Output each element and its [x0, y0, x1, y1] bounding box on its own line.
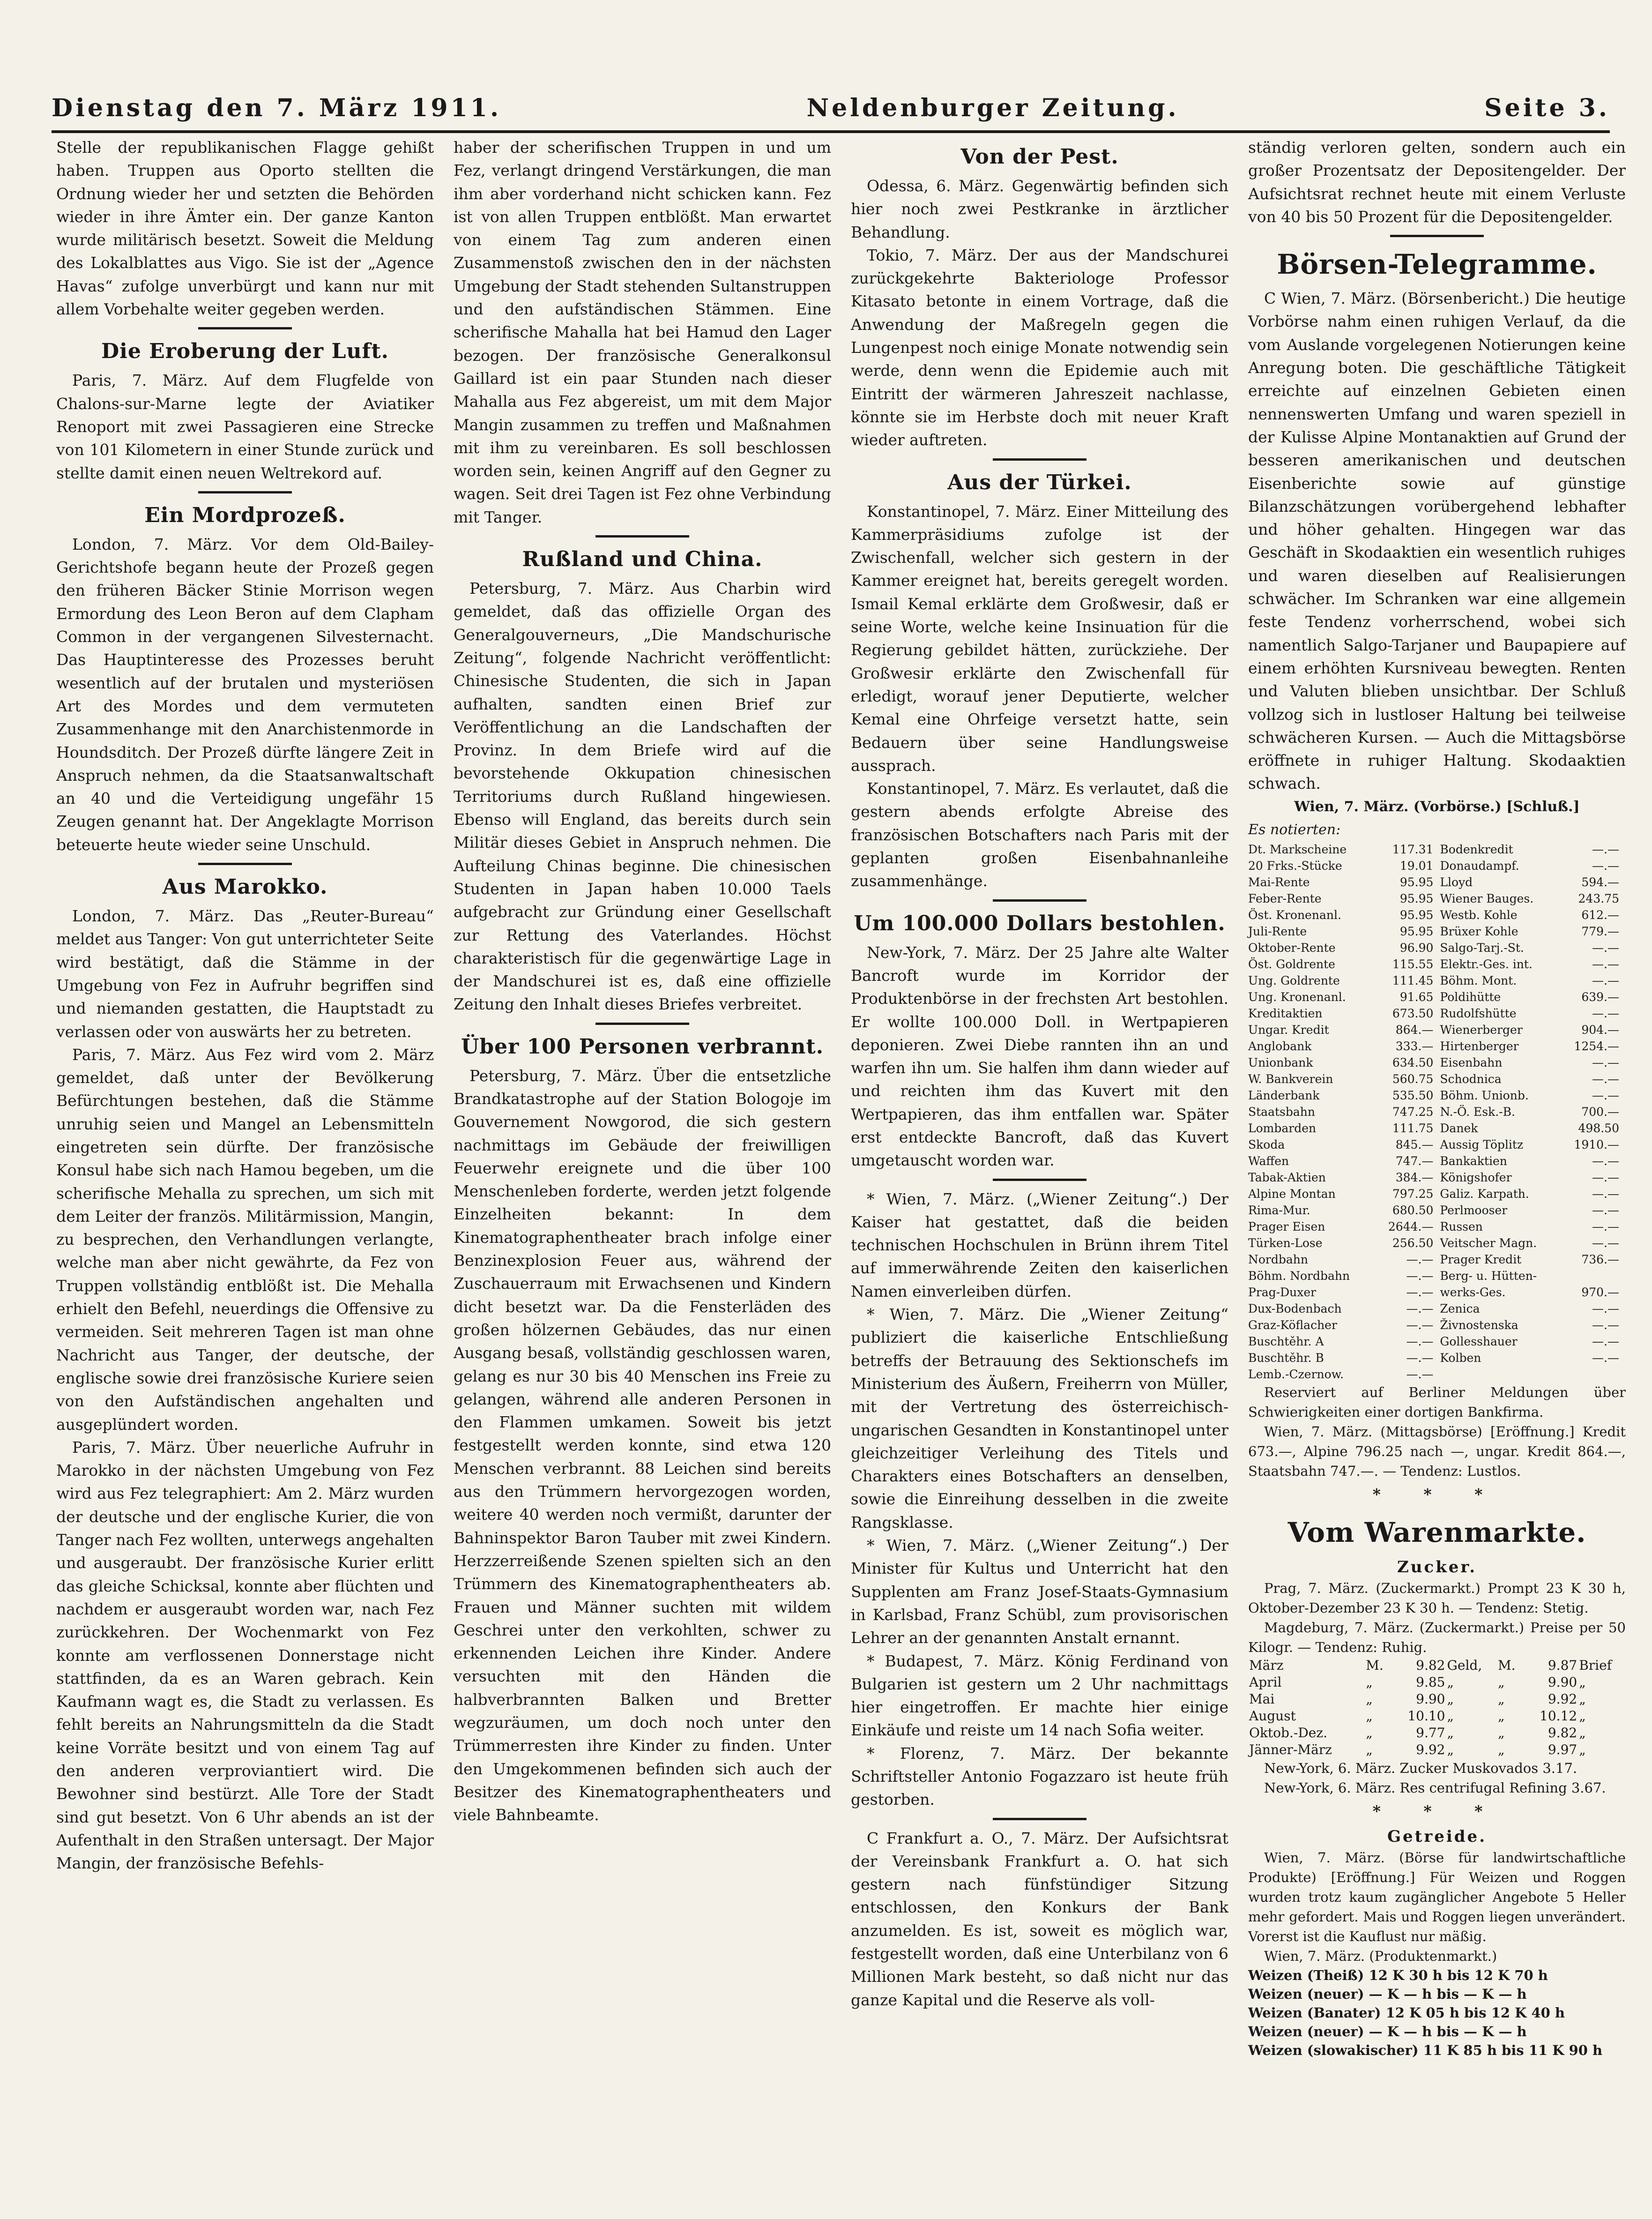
sugar-cell: 10.10 — [1407, 1708, 1445, 1724]
security-name: Böhm. Unionb. — [1440, 1089, 1529, 1103]
news-item: * Florenz, 7. März. Der bekannte Schriftsteller Antonio Fogazzaro ist heute früh gestorben. — [851, 1744, 1228, 1809]
subheadline: Getreide. — [1387, 1827, 1487, 1846]
sugar-cell: 9.85 — [1416, 1674, 1445, 1690]
grain-price-line: Weizen (neuer) — K — h bis — K — h — [1248, 1986, 1527, 2002]
quote-row — [1248, 1087, 1626, 1104]
security-name: Königshofer — [1440, 1171, 1512, 1185]
quote-row — [1248, 1136, 1626, 1153]
security-price: 95.95 — [1399, 875, 1434, 889]
security-name: Donaudampf. — [1440, 859, 1519, 873]
quote-row — [1248, 1251, 1626, 1268]
security-name: Prag-Duxer — [1248, 1285, 1317, 1300]
security-price: 680.50 — [1392, 1203, 1434, 1218]
sugar-cell: „ — [1447, 1725, 1454, 1741]
divider — [595, 535, 689, 538]
security-name: Alpine Montan — [1248, 1187, 1336, 1201]
security-price: 243.75 — [1578, 892, 1619, 906]
security-price: —.— — [1592, 1007, 1619, 1021]
sugar-cell: Jänner-März — [1249, 1741, 1332, 1757]
security-price: 111.45 — [1392, 974, 1434, 988]
quote-row — [1248, 972, 1626, 989]
security-price: 700.— — [1581, 1105, 1619, 1119]
security-name: Böhm. Mont. — [1440, 974, 1517, 988]
market-note: New-York, 6. März. Res centrifugal Refining 3.67. — [1264, 1779, 1606, 1796]
security-name: Russen — [1440, 1220, 1483, 1234]
header-rule — [52, 130, 1610, 133]
security-name: Brüxer Kohle — [1440, 925, 1518, 939]
security-price: —.— — [1406, 1253, 1434, 1267]
security-name: Skoda — [1248, 1138, 1285, 1152]
security-name: Perlmooser — [1440, 1203, 1508, 1218]
quote-row — [1248, 1054, 1626, 1071]
article-text: Konstantinopel, 7. März. Einer Mitteilung des Kammerpräsidiums zufolge ist der Zwischenfall, welcher sich gestern in der Kammer ereignet hat, bereits geregelt worden. Ismail Kemal erklärte dem Großwesir, daß er seine Worte, welche keine Insinuation für die Regierung gebildet hätten, zurückziehe. Der Großwesir erklärte den Zwischenfall für erledigt, worauf jener Deputierte, welcher Kemal eine Ohrfeige versetzt hatte, sein Bedauern über seine Handlungsweise aussprach. — [851, 502, 1228, 775]
security-price: 797.25 — [1392, 1187, 1434, 1201]
column-1 — [52, 136, 439, 2200]
quote-row — [1248, 1235, 1626, 1251]
security-name: Elektr.-Ges. int. — [1440, 957, 1533, 971]
grain-price-line: Weizen (neuer) — K — h bis — K — h — [1248, 2023, 1527, 2040]
sugar-cell: „ — [1579, 1674, 1586, 1690]
sugar-row — [1248, 1657, 1626, 1674]
masthead-title: Neldenburger Zeitung. — [806, 94, 1179, 122]
article-text: Petersburg, 7. März. Aus Charbin wird gemeldet, daß das offizielle Organ des Generalgouverneurs, „Die Mandschurische Zeitung“, folgende Nachricht veröffentlicht: Chinesische Studenten, die sich in Japan aufhalten, sandten einen Brief zur Veröffentlichung an die Landschaften der Provinz. In dem Briefe wird auf die bevorstehende Okkupation chinesischen Territoriums durch Rußland hingewiesen. Ebenso will England, das bereits durch sein Militär dieses Gebiet in Anspruch nehmen. Die Aufteilung Chinas beginne. Die chinesischen Studenten in Japan haben 10.000 Taels aufgebracht zur Gründung einer Gesellschaft zur Rettung des Vaterlandes. Höchst charakteristisch für die gegenwärtige Lage in der Mandschurei ist es, daß eine offizielle Zeitung den Inhalt dieses Briefes verbreitet. — [454, 579, 831, 1014]
sugar-cell: „ — [1497, 1674, 1505, 1690]
quote-row — [1248, 1169, 1626, 1186]
security-name: Westb. Kohle — [1440, 908, 1518, 922]
security-price: 498.50 — [1578, 1121, 1619, 1136]
news-item: C Frankfurt a. O., 7. März. Der Aufsichtsrat der Vereinsbank Frankfurt a. O. hat sich gestern nach fünfstündiger Sitzung entschlossen, den Konkurs der Bank anzumelden. Es ist, soweit es möglich war, festgestellt worden, daß eine Unterbilanz von 6 Millionen Mark besteht, so daß nicht nur das ganze Kapital und die Reserve als voll- — [851, 1829, 1228, 2009]
quote-row — [1248, 1366, 1626, 1382]
security-name: Ung. Kronenanl. — [1248, 990, 1346, 1004]
security-price: —.— — [1592, 1154, 1619, 1168]
security-price: 970.— — [1581, 1285, 1619, 1300]
sugar-cell: 10.12 — [1540, 1708, 1578, 1724]
divider — [198, 863, 292, 865]
security-name: Oktober-Rente — [1248, 941, 1336, 955]
security-price: —.— — [1406, 1351, 1434, 1365]
quote-row — [1248, 907, 1626, 923]
header-date: Dienstag den 7. März 1911. — [52, 94, 502, 122]
column-4 — [1243, 136, 1630, 2200]
security-name: Bankaktien — [1440, 1154, 1507, 1168]
security-name: Salgo-Tarj.-St. — [1440, 941, 1524, 955]
headline: Um 100.000 Dollars bestohlen. — [854, 911, 1226, 935]
security-name: Veitscher Magn. — [1440, 1236, 1537, 1250]
security-name: Länderbank — [1248, 1089, 1320, 1103]
separator-stars: * * * — [1372, 1485, 1502, 1504]
sugar-cell: „ — [1497, 1741, 1505, 1757]
quote-row — [1248, 1350, 1626, 1366]
quote-row — [1248, 874, 1626, 890]
quote-row — [1248, 1120, 1626, 1136]
quote-row — [1248, 940, 1626, 956]
sugar-cell: „ — [1579, 1708, 1586, 1724]
security-price: —.— — [1592, 1089, 1619, 1103]
security-name: Anglobank — [1248, 1039, 1312, 1053]
security-price: 594.— — [1581, 875, 1619, 889]
sugar-cell: 9.90 — [1548, 1674, 1578, 1690]
divider — [595, 1023, 689, 1025]
security-name: Kreditaktien — [1248, 1007, 1323, 1021]
sugar-cell: „ — [1579, 1691, 1586, 1707]
sugar-cell: Geld, — [1447, 1657, 1482, 1673]
article-text: Konstantinopel, 7. März. Es verlautet, daß die gestern abends erfolgte Abreise des französischen Botschafters nach Paris mit der geplanten großen Eisenbahnanleihe zusammenhänge. — [851, 779, 1228, 890]
sugar-cell: „ — [1579, 1741, 1586, 1757]
security-name: Unionbank — [1248, 1056, 1313, 1070]
sugar-cell: 9.92 — [1416, 1741, 1445, 1757]
sugar-row — [1248, 1741, 1626, 1758]
security-price: 736.— — [1581, 1253, 1619, 1267]
headline: Aus der Türkei. — [947, 470, 1132, 494]
security-name: Böhm. Nordbahn — [1248, 1269, 1350, 1283]
quote-row — [1248, 1202, 1626, 1218]
article-text: Stelle der republikanischen Flagge gehißt haben. Truppen aus Oporto stellten die Ordnung wieder her und setzten die Behörden wieder in ihre Ämter ein. Der ganze Kanton wurde militärisch besetzt. Soweit die Meldung des Lokalblattes aus Vigo. Sie ist der „Agence Havas“ zufolge unverbürgt und kann nur mit allem Vorbehalte weiter gegeben werden. — [56, 138, 434, 319]
market-note: Reserviert auf Berliner Meldungen über Schwierigkeiten einer dortigen Bankfirma. — [1248, 1384, 1626, 1420]
security-name: Rudolfshütte — [1440, 1007, 1517, 1021]
running-head — [52, 94, 1610, 122]
sugar-cell: 9.92 — [1548, 1691, 1578, 1707]
security-price: —.— — [1592, 1187, 1619, 1201]
divider — [993, 1179, 1086, 1181]
article-text: New-York, 7. März. Der 25 Jahre alte Walter Bancroft wurde im Korridor der Produktenbörse in der frechsten Art bestohlen. Er wollte 100.000 Doll. in Wertpapieren deponieren. Zwei Diebe rannten ihn an und warfen ihn um. Sie halfen ihm dann wieder auf und reichten ihm das Kuvert mit den Wertpapieren, das ihm entfallen war. Später erst entdeckte Bancroft, daß das Kuvert umgetauscht worden war. — [851, 943, 1228, 1170]
security-price: 19.01 — [1399, 859, 1434, 873]
grain-price-line: Weizen (slowakischer) 11 K 85 h bis 11 K 90 h — [1248, 2042, 1603, 2058]
sugar-cell: „ — [1497, 1708, 1505, 1724]
market-note: Magdeburg, 7. März. (Zuckermarkt.) Preise per 50 Kilogr. — Tendenz: Ruhig. — [1248, 1619, 1626, 1655]
quote-row — [1248, 1268, 1626, 1284]
market-note: Wien, 7. März. (Börse für landwirtschaftliche Produkte) [Eröffnung.] Für Weizen und Roggen wurden trotz kaum zugänglicher Angebote 5 Heller mehr gefordert. Mais und Roggen liegen unverändert. Vorerst ist die Kauflust nur mäßig. — [1248, 1849, 1626, 1944]
security-name: Ungar. Kredit — [1248, 1023, 1329, 1037]
sugar-cell: 9.82 — [1416, 1657, 1445, 1673]
sugar-cell: Oktob.-Dez. — [1249, 1725, 1327, 1741]
sugar-cell: Mai — [1249, 1691, 1275, 1707]
sugar-cell: 9.97 — [1548, 1741, 1578, 1757]
quote-row — [1248, 989, 1626, 1005]
security-name: Berg- u. Hütten- — [1440, 1269, 1537, 1283]
quote-row — [1248, 1005, 1626, 1022]
quote-row — [1248, 1218, 1626, 1235]
security-name: Prager Eisen — [1248, 1220, 1325, 1234]
security-price: 612.— — [1581, 908, 1619, 922]
sugar-cell: „ — [1366, 1708, 1373, 1724]
headline: Ein Mordprozeß. — [144, 503, 346, 527]
security-name: Buschtěhr. B — [1248, 1351, 1324, 1365]
security-price: —.— — [1406, 1285, 1434, 1300]
security-price: —.— — [1406, 1318, 1434, 1332]
sugar-cell: August — [1249, 1708, 1296, 1724]
divider — [993, 1818, 1086, 1820]
market-note: Wien, 7. März. (Mittagsbörse) [Eröffnung.] Kredit 673.—, Alpine 796.25 nach —, ungar. Kredit 864.—, Staatsbahn 747.—. — Tendenz: Lustlos. — [1248, 1424, 1626, 1479]
article-text: Paris, 7. März. Über neuerliche Aufruhr in Marokko in der nächsten Umgebung von Fez wird aus Fez telegraphiert: Am 2. März wurden der deutsche und der englische Kurier, die von Tanger nach Fez wollten, unterwegs angehalten und ausgeraubt. Der französische Kurier erlitt das gleiche Schicksal, konnte aber flüchten und nachdem er ausgeraubt worden war, nach Fez zurückkehren. Der Wochenmarkt von Fez konnte am verflossenen Donnerstage nicht stattfinden, da es an Waren gebrach. Kein Kaufmann wagt es, die Stadt zu verlassen. Es fehlt bereits an Nahrungsmitteln da die Stadt keine Vorräte besitzt und von einem Tag auf den anderen verproviantiert wird. Die Bewohner sind bestürzt. Alle Tore der Stadt sind gut besetzt. Von 6 Uhr abends an ist der Aufenthalt in den Straßen untersagt. Der Major Mangin, der französische Befehls- — [56, 1438, 434, 1873]
security-price: 845.— — [1395, 1138, 1434, 1152]
news-item: * Budapest, 7. März. König Ferdinand von Bulgarien ist gestern um 2 Uhr nachmittags hier eingetroffen. Er machte hier einige Einkäufe und reiste um 14 nach Sofia weiter. — [851, 1651, 1228, 1740]
stock-quotes-table — [1248, 841, 1626, 1382]
security-price: 1910.— — [1574, 1138, 1619, 1152]
security-price: 673.50 — [1392, 1007, 1434, 1021]
sugar-cell: „ — [1447, 1708, 1454, 1724]
security-name: 20 Frks.-Stücke — [1248, 859, 1342, 873]
security-name: Lemb.-Czernow. — [1248, 1367, 1344, 1382]
sugar-cell: „ — [1497, 1691, 1505, 1707]
security-price: 560.75 — [1392, 1072, 1434, 1086]
column-2 — [449, 136, 836, 2200]
sugar-cell: April — [1249, 1674, 1282, 1690]
security-price: 535.50 — [1392, 1089, 1434, 1103]
security-price: —.— — [1592, 1203, 1619, 1218]
security-name: Öst. Kronenanl. — [1248, 908, 1341, 922]
article-text: Paris, 7. März. Aus Fez wird vom 2. März gemeldet, daß unter der Bevölkerung Befürchtungen bestehen, daß die Stämme unruhig seien und Mangel an Lebensmitteln eingetreten sein dürfte. Der französische Konsul habe sich nach Hamou begeben, um die scherifische Mehalla zu sprechen, um sich mit dem Leiter der französ. Militärmission, Mangin, zu besprechen, den Verhandlungen verlangte, welche man aber nicht gewährte, da Fez von Truppen vollständig entblößt ist. Die Mehalla erhielt den Befehl, neuerdings die Offensive zu vermeiden. Seit mehreren Tagen ist man ohne Nachricht aus Tanger, der deutsche, der englische sowie drei französische Kuriere seien von den Aufständischen angehalten und ausgeplündert worden. — [56, 1045, 434, 1434]
security-price: 333.— — [1395, 1039, 1434, 1053]
security-name: Mai-Rente — [1248, 875, 1310, 889]
security-name: Feber-Rente — [1248, 892, 1322, 906]
security-price: 111.75 — [1392, 1121, 1434, 1136]
security-name: Dt. Markscheine — [1248, 843, 1347, 857]
security-name: Buschtěhr. A — [1248, 1335, 1324, 1349]
security-price: 256.50 — [1392, 1236, 1434, 1250]
article-text: Paris, 7. März. Auf dem Flugfelde von Chalons-sur-Marne legte der Aviatiker Renoport mit zwei Passagieren eine Strecke von 101 Kilometern in einer Stunde zurück und stellte damit einen neuen Weltrekord auf. — [56, 371, 434, 482]
quote-row — [1248, 841, 1626, 858]
article-text: London, 7. März. Vor dem Old-Bailey-Gerichtshofe begann heute der Prozeß gegen den früheren Bäcker Stinie Morrison wegen Ermordung des Leon Beron auf dem Clapham Common in der vergangenen Silvesternacht. Das Hauptinteresse des Prozesses beruht wesentlich auf der brutalen und mysteriösen Art des Mordes und dem vermuteten Zusammenhange mit den Anarchistenmorde in Houndsditch. Der Prozeß dürfte längere Zeit in Anspruch nehmen, da die Staatsanwaltschaft an 40 und die Verteidigung ungefähr 15 Zeugen genannt hat. Der Angeklagte Morrison beteuerte heute wieder seine Unschuld. — [56, 535, 434, 854]
headline: Rußland und China. — [522, 547, 763, 572]
grain-price-line: Weizen (Theiß) 12 K 30 h bis 12 K 70 h — [1248, 1967, 1548, 1983]
security-name: Graz-Köflacher — [1248, 1318, 1337, 1332]
security-name — [1440, 1366, 1561, 1382]
security-name: Ung. Goldrente — [1248, 974, 1340, 988]
divider — [993, 458, 1086, 461]
security-price: 634.50 — [1392, 1056, 1434, 1070]
security-price: —.— — [1592, 1072, 1619, 1086]
sugar-cell: Brief — [1579, 1657, 1612, 1673]
article-text: Tokio, 7. März. Der aus der Mandschurei zurückgekehrte Bakteriologe Professor Kitasato betonte in einem Vortrage, daß die Anwendung der Maßregeln gegen die Lungenpest noch einige Monate notwendig sein werde, denn wenn die Epidemie auch mit Eintritt der wärmeren Jahreszeit nachlasse, könnte sie im Herbste doch mit neuer Kraft wieder auftreten. — [851, 246, 1228, 449]
sugar-cell: 9.77 — [1416, 1725, 1445, 1741]
grain-price-line: Weizen (Banater) 12 K 05 h bis 12 K 40 h — [1248, 2004, 1565, 2021]
security-name: Wienerberger — [1440, 1023, 1523, 1037]
article-text: Petersburg, 7. März. Über die entsetzliche Brandkatastrophe auf der Station Bologoje im Gouvernement Nowgorod, die sich gestern nachmittags im Gebäude der freiwilligen Feuerwehr ereignete und die über 100 Menschenleben forderte, werden jetzt folgende Einzelheiten bekannt: In dem Kinematographentheater brach infolge einer Benzinexplosion Feuer aus, während der Zuschauerraum mit Erwachsenen und Kindern dicht besetzt war. Da die Fensterläden des großen hölzernen Gebäudes, das nur einen Ausgang besaß, vollständig geschlossen waren, gelang es nur 30 bis 40 Menschen ins Freie zu gelangen, während alle anderen Personen in den Flammen umkamen. Soweit bis jetzt festgestellt werden konnte, sind etwa 120 Menschen verbrannt. 88 Leichen sind bereits aus den Trümmern hervorgezogen worden, weitere 40 werden noch vermißt, darunter der Bahninspektor Baron Tauber mit zwei Kindern. Herzzerreißende Szenen spielten sich an den Trümmern des Kinematographentheaters ab. Frauen und Männer suchten mit wildem Geschrei unter den verkohlten, schwer zu erkennenden Leichen ihre Kinder. Andere versuchten mit den Händen die halbverbrannten Balken und Bretter wegzuräumen, um doch noch unter den Trümmerresten ihre Kinder zu finden. Unter den Umgekommenen befinden sich auch der Besitzer des Kinematographentheaters und viele Bahnbeamte. — [454, 1066, 831, 1824]
security-price: 747.— — [1395, 1154, 1434, 1168]
sugar-cell: „ — [1366, 1741, 1373, 1757]
market-note: Prag, 7. März. (Zuckermarkt.) Prompt 23 K 30 h, Oktober-Dezember 23 K 30 h. — Tendenz: Stetig. — [1248, 1580, 1626, 1616]
column-3 — [846, 136, 1233, 2200]
security-name: Zenica — [1440, 1302, 1480, 1316]
quote-row — [1248, 923, 1626, 940]
security-price: 117.31 — [1392, 843, 1434, 857]
security-price: —.— — [1592, 957, 1619, 971]
security-name: Öst. Goldrente — [1248, 957, 1335, 971]
security-name: Živnostenska — [1440, 1318, 1518, 1332]
article-text: London, 7. März. Das „Reuter-Bureau“ meldet aus Tanger: Von gut unterrichteter Seite wird bestätigt, daß die Stämme in der Umgebung von Fez in Aufruhr begriffen sind und niemanden gestatten, die Hauptstadt zu verlassen oder von auswärts her zu betreten. — [56, 907, 434, 1041]
security-price: —.— — [1592, 1171, 1619, 1185]
sugar-cell: 9.82 — [1548, 1725, 1578, 1741]
security-name: Wiener Bauges. — [1440, 892, 1534, 906]
quotes-subtitle: Es notierten: — [1248, 822, 1341, 838]
security-price: —.— — [1592, 1335, 1619, 1349]
security-name: Prager Kredit — [1440, 1253, 1522, 1267]
security-price: —.— — [1592, 859, 1619, 873]
sugar-cell: „ — [1447, 1691, 1454, 1707]
sugar-cell: „ — [1497, 1725, 1505, 1741]
headline: Von der Pest. — [960, 145, 1119, 169]
quotes-title: Wien, 7. März. (Vorbörse.) [Schluß.] — [1294, 798, 1580, 815]
divider — [993, 899, 1086, 902]
news-item: * Wien, 7. März. („Wiener Zeitung“.) Der Minister für Kultus und Unterricht hat den Supplenten am Franz Josef-Staats-Gymnasium in Karlsbad, Franz Schübl, zum provisorischen Lehrer an der genannten Anstalt ernannt. — [851, 1536, 1228, 1647]
security-name: Lloyd — [1440, 875, 1473, 889]
security-name: werks-Ges. — [1440, 1285, 1506, 1300]
quote-row — [1248, 890, 1626, 907]
news-item: * Wien, 7. März. („Wiener Zeitung“.) Der Kaiser hat gestattet, daß die beiden technischen Hochschulen in Brünn ihrem Titel auf immerwährende Zeiten den kaiserlichen Namen einverleiben dürfen. — [851, 1189, 1228, 1300]
quote-row — [1248, 1333, 1626, 1350]
sugar-cell: M. — [1497, 1657, 1516, 1673]
market-report: C Wien, 7. März. (Börsenbericht.) Die heutige Vorbörse nahm einen ruhigen Verlauf, da die vom Auslande vorgelegenen Notierungen keine Anregung boten. Die geschäftliche Tätigkeit erreichte auf einzelnen Gebieten einen nennenswerten Umfang und waren speziell in der Kulisse Alpine Montanaktien auf Grund der besseren amerikanischen und deutschen Eisenberichte sowie auf günstige Bilanzschätzungen vorübergehend lebhafter und höher gehalten. Hingegen war das Geschäft in Skodaaktien ein wesentlich ruhiges und waren dieselben auf Realisierungen schwächer. Im Schranken war eine allgemein feste Tendenz vorherrschend, wobei sich namentlich Salgo-Tarjaner und Baupapiere auf einem erhöhten Kursniveau bewegten. Renten und Valuten blieben unsichtbar. Der Schluß vollzog sich in lustloser Haltung bei teilweise schwächeren Kursen. — Auch die Mittagsbörse eröffnete in ruhiger Haltung. Skodaaktien schwach. — [1248, 289, 1626, 793]
security-name: Lombarden — [1248, 1121, 1317, 1136]
security-price: 904.— — [1581, 1023, 1619, 1037]
market-note: New-York, 6. März. Zucker Muskovados 3.17. — [1264, 1760, 1578, 1776]
security-price: —.— — [1592, 1056, 1619, 1070]
security-price — [1561, 1366, 1626, 1382]
security-price: —.— — [1592, 1236, 1619, 1250]
security-price: —.— — [1592, 1351, 1619, 1365]
security-price: —.— — [1406, 1269, 1434, 1283]
sugar-cell: „ — [1579, 1725, 1586, 1741]
security-price: —.— — [1406, 1335, 1434, 1349]
security-name: Türken-Lose — [1248, 1236, 1323, 1250]
security-name: Danek — [1440, 1121, 1478, 1136]
divider — [198, 491, 292, 493]
security-name: Kolben — [1440, 1351, 1481, 1365]
security-name: Aussig Töplitz — [1440, 1138, 1524, 1152]
security-price: 779.— — [1581, 925, 1619, 939]
headline: Die Eroberung der Luft. — [101, 339, 389, 364]
quote-row — [1248, 1038, 1626, 1054]
article-text: ständig verloren gelten, sondern auch ein großer Prozentsatz der Depositengelder. Der Aufsichtsrat rechnet heute mit einem Verluste von 40 bis 50 Prozent für die Depositengelder. — [1248, 138, 1626, 226]
divider — [1390, 235, 1484, 237]
security-price: 115.55 — [1392, 957, 1434, 971]
security-name: Tabak-Aktien — [1248, 1171, 1326, 1185]
security-price: —.— — [1406, 1302, 1434, 1316]
subheadline: Zucker. — [1397, 1557, 1477, 1576]
security-price: —.— — [1592, 1318, 1619, 1332]
sugar-cell: „ — [1366, 1725, 1373, 1741]
sugar-row — [1248, 1725, 1626, 1741]
security-name: Nordbahn — [1248, 1253, 1308, 1267]
sugar-row — [1248, 1708, 1626, 1725]
security-price: —.— — [1406, 1367, 1434, 1382]
quote-row — [1248, 858, 1626, 874]
security-price: —.— — [1592, 941, 1619, 955]
sugar-cell: „ — [1447, 1741, 1454, 1757]
page-number: Seite 3. — [1484, 94, 1610, 122]
security-price: 2644.— — [1388, 1220, 1434, 1234]
divider — [198, 327, 292, 329]
security-price: 91.65 — [1399, 990, 1434, 1004]
security-price — [1561, 1268, 1626, 1284]
sugar-cell: 9.87 — [1548, 1657, 1578, 1673]
security-name: Bodenkredit — [1440, 843, 1513, 857]
sugar-cell: März — [1249, 1657, 1284, 1673]
security-price: —.— — [1592, 1302, 1619, 1316]
quote-row — [1248, 1153, 1626, 1169]
security-price: 639.— — [1581, 990, 1619, 1004]
sugar-cell: M. — [1366, 1657, 1384, 1673]
quote-row — [1248, 1300, 1626, 1317]
security-price: 95.95 — [1399, 892, 1434, 906]
separator-stars: * * * — [1372, 1801, 1502, 1820]
security-name: Poldihütte — [1440, 990, 1501, 1004]
article-text: Odessa, 6. März. Gegenwärtig befinden sich hier noch zwei Pestkranke in ärztlicher Behandlung. — [851, 177, 1228, 241]
security-name: Hirtenberger — [1440, 1039, 1519, 1053]
sugar-cell: „ — [1366, 1674, 1373, 1690]
quote-row — [1248, 1186, 1626, 1202]
security-name: N.-Ö. Esk.-B. — [1440, 1105, 1515, 1119]
security-name: Eisenbahn — [1440, 1056, 1503, 1070]
security-price: 95.95 — [1399, 925, 1434, 939]
article-text: haber der scherifischen Truppen in und um Fez, verlangt dringend Verstärkungen, die man ihm aber vorderhand nicht schicken kann. Fez ist von allen Truppen entblößt. Man erwartet von einem Tag zum anderen einen Zusammenstoß zwischen den in der nächsten Umgebung der Stadt stehenden Sultanstruppen und den aufständischen Stämmen. Eine scherifische Mahalla hat bei Hamud den Lager bezogen. Der französische Generalkonsul Gaillard ist ein paar Stunden nach dieser Mahalla aus Fez abgereist, um mit dem Major Mangin zusammen zu treffen und Maßnahmen mit ihm zu vereinbaren. Es soll beschlossen worden sein, keinen Angriff auf den Gegner zu wagen. Seit drei Tagen ist Fez ohne Verbindung mit Tanger. — [454, 138, 831, 526]
security-price: 747.25 — [1392, 1105, 1434, 1119]
quote-row — [1248, 1104, 1626, 1120]
sugar-row — [1248, 1674, 1626, 1691]
grain-prices — [1248, 1966, 1626, 2060]
quote-row — [1248, 1284, 1626, 1300]
security-price: 95.95 — [1399, 908, 1434, 922]
market-note: Wien, 7. März. (Produktenmarkt.) — [1264, 1948, 1497, 1964]
security-name: Schodnica — [1440, 1072, 1502, 1086]
headline: Über 100 Personen verbrannt. — [461, 1034, 824, 1059]
sugar-cell: „ — [1366, 1691, 1373, 1707]
sugar-row — [1248, 1691, 1626, 1708]
security-name: Waffen — [1248, 1154, 1289, 1168]
columns — [52, 136, 1626, 2200]
security-price: —.— — [1592, 974, 1619, 988]
sugar-cell: „ — [1447, 1674, 1454, 1690]
security-name: Rima-Mur. — [1248, 1203, 1310, 1218]
quote-row — [1248, 956, 1626, 972]
news-item: * Wien, 7. März. Die „Wiener Zeitung“ publiziert die kaiserliche Entschließung betreffs der Betrauung des Sektionschefs im Ministerium des Äußern, Freiherrn von Müller, mit der Vertretung des österreichisch-ungarischen Gesandten in Konstantinopel unter gleichzeitiger Verleihung des Titels und Charakters eines Botschafters an denselben, sowie die Einreihung desselben in die zweite Rangsklasse. — [851, 1305, 1228, 1532]
quote-row — [1248, 1022, 1626, 1038]
security-name: Gollesshauer — [1440, 1335, 1518, 1349]
security-price: —.— — [1592, 1220, 1619, 1234]
security-name: Staatsbahn — [1248, 1105, 1315, 1119]
security-price: —.— — [1592, 843, 1619, 857]
security-price: 96.90 — [1399, 941, 1434, 955]
security-price: 1254.— — [1574, 1039, 1619, 1053]
security-name: W. Bankverein — [1248, 1072, 1333, 1086]
sugar-cell: 9.90 — [1416, 1691, 1445, 1707]
security-price: 864.— — [1395, 1023, 1434, 1037]
section-headline-boerse: Börsen-Telegramme. — [1277, 248, 1597, 281]
security-name: Dux-Bodenbach — [1248, 1302, 1342, 1316]
security-name: Juli-Rente — [1248, 925, 1307, 939]
quote-row — [1248, 1071, 1626, 1087]
headline: Aus Marokko. — [162, 875, 328, 899]
sugar-prices-table — [1248, 1657, 1626, 1758]
security-price: 384.— — [1395, 1171, 1434, 1185]
quote-row — [1248, 1317, 1626, 1333]
section-headline-waren: Vom Warenmarkte. — [1287, 1516, 1586, 1548]
security-name: Galiz. Karpath. — [1440, 1187, 1529, 1201]
